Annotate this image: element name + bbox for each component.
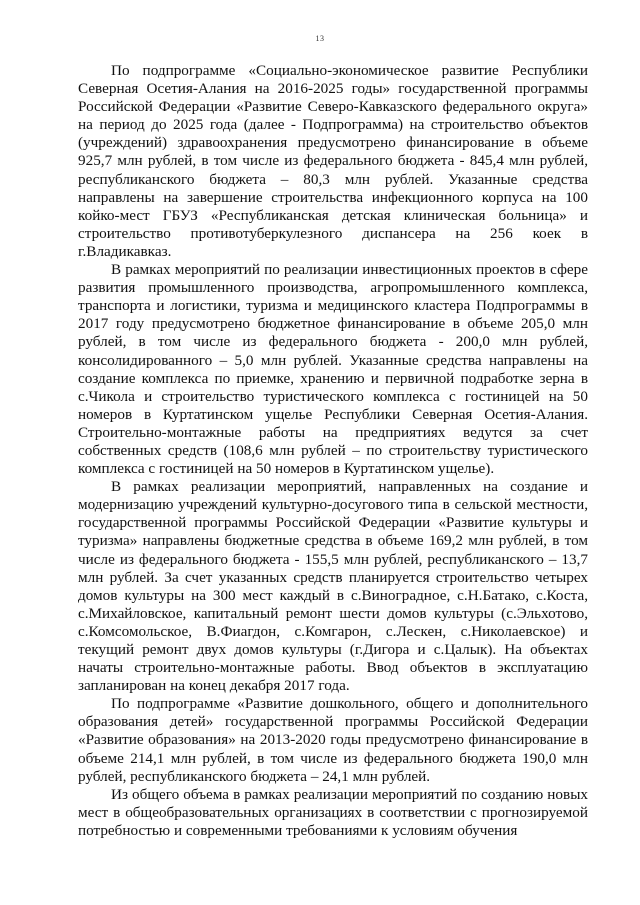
paragraph-healthcare-financing: По подпрограмме «Социально-экономическое развитие Республики Северная Осетия-Алания на 2016-2025 годы» государственной программы Российской Федерации «Развитие Северо-Кавказского федерального округа» на период до 2025 года (далее - Подпрограмма) на строительство объектов (учреждений) здравоохранения предусмотрено финансирование в объеме 925,7 млн рублей, в том числе из федерального бюджета - 845,4 млн рублей, республиканского бюджета – 80,3 млн рублей. Указанные средства направлены на завершение строительства инфекционного корпуса на 100 койко-мест ГБУЗ «Республиканская детская клиническая больница» и строительство противотуберкулезного диспансера на 256 коек в г.Владикавказ.: [78, 62, 588, 260]
page-number: 13: [315, 34, 325, 43]
document-body: [78, 62, 588, 840]
paragraph-education-subprogram: По подпрограмме «Развитие дошкольного, общего и дополнительного образования детей» государственной программы Российской Федерации «Развитие образования» на 2013-2020 годы предусмотрено финансирование в объеме 214,1 млн рублей, в том числе из федерального бюджета 190,0 млн рублей, республиканского бюджета – 24,1 млн рублей.: [78, 695, 588, 785]
paragraph-investment-projects: В рамках мероприятий по реализации инвестиционных проектов в сфере развития промышленного производства, агропромышленного комплекса, транспорта и логистики, туризма и медицинского кластера Подпрограммы в 2017 году предусмотрено бюджетное финансирование в объеме 205,0 млн рублей, в том числе из федерального бюджета - 200,0 млн рублей, консолидированного – 5,0 млн рублей. Указанные средства направлены на создание комплекса по приемке, хранению и первичной подработке зерна в с.Чикола и строительство туристического комплекса с гостиницей на 50 номеров в Куртатинском ущелье Республики Северная Осетия-Алания. Строительно-монтажные работы на предприятиях ведутся за счет собственных средств (108,6 млн рублей – по строительству туристического комплекса с гостиницей на 50 номеров в Куртатинском ущелье).: [78, 261, 588, 478]
paragraph-new-school-places: Из общего объема в рамках реализации мероприятий по созданию новых мест в общеобразовательных организациях в соответствии с прогнозируемой потребностью и современными требованиями к условиям обучения: [78, 785, 588, 839]
paragraph-culture-facilities: В рамках реализации мероприятий, направленных на создание и модернизацию учреждений культурно-досугового типа в сельской местности, государственной программы Российской Федерации «Развитие культуры и туризма» направлены бюджетные средства в объеме 169,2 млн рублей, в том числе из федерального бюджета - 155,5 млн рублей, республиканского – 13,7 млн рублей. За счет указанных средств планируется строительство четырех домов культуры на 300 мест каждый в с.Виноградное, с.Н.Батако, с.Коста, с.Михайловское, капитальный ремонт шести домов культуры (с.Эльхотово, с.Комсомольское, В.Фиагдон, с.Комгарон, с.Лескен, с.Николаевское) и текущий ремонт двух домов культуры (г.Дигора и с.Цалык). На объектах начаты строительно-монтажные работы. Ввод объектов в эксплуатацию запланирован на конец декабря 2017 года.: [78, 478, 588, 695]
